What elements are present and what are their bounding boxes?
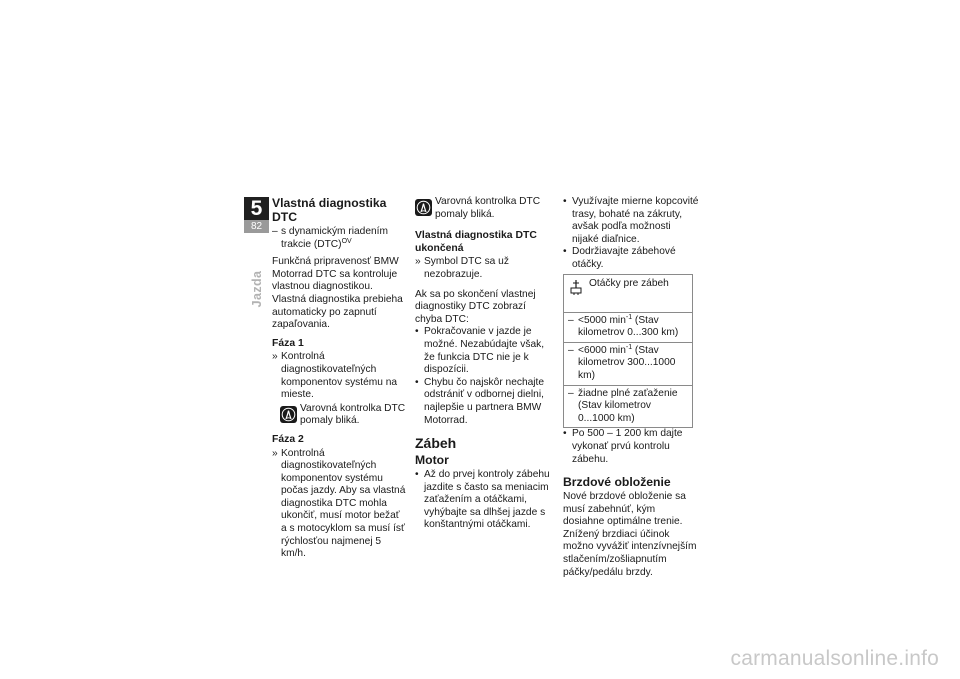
dash-mark: – bbox=[568, 314, 574, 326]
break-in-rpm-table bbox=[563, 274, 693, 429]
rpm-bullet-text: Dodržiavajte zábehové otáčky. bbox=[572, 246, 676, 270]
rpm-limit-text: <5000 min bbox=[578, 314, 626, 326]
chapter-number: 5 bbox=[244, 197, 269, 220]
dtc-fault-intro: Ak sa po skončení vlastnej diagnostiky DTC zobrazí chyba DTC: bbox=[415, 288, 536, 325]
rpm-limit-text: <6000 min bbox=[578, 344, 626, 356]
column-3 bbox=[563, 196, 699, 579]
bullet-mark: • bbox=[415, 376, 419, 388]
diagnostics-completed-step bbox=[415, 256, 551, 281]
dash-mark: – bbox=[272, 226, 278, 237]
bullet-mark: • bbox=[415, 469, 419, 481]
engine-bullet bbox=[415, 469, 551, 532]
chapter-label: Jazda bbox=[250, 270, 264, 308]
chapter-tab bbox=[244, 197, 269, 237]
break-in-rpm-header bbox=[564, 275, 692, 313]
dtc-fault-bullet-text: Chybu čo najskôr nechajte odstrániť v odbornej dielni, najlepšie u partnera BMW Motorrad. bbox=[424, 376, 545, 426]
mileage-range-text: (Stav kilometrov 0...300 km) bbox=[578, 314, 679, 339]
diagnostics-completed-title: Vlastná diagnostika DTC ukončená bbox=[415, 230, 537, 254]
dtc-fault-bullet bbox=[415, 326, 551, 376]
dtc-warning-light-icon bbox=[415, 199, 432, 216]
step-mark: » bbox=[272, 351, 278, 363]
section-title-dtc-diagnostics: Vlastná diagnostika DTC bbox=[272, 196, 387, 224]
bullet-mark: • bbox=[563, 196, 567, 207]
dash-mark: – bbox=[568, 387, 574, 399]
break-in-rpm-row bbox=[564, 343, 692, 386]
engine-bullet-text: Až do prvej kontroly zábehu jazdite s často sa meniacim zaťažením a otáčkami, vyhýbajte sa dlhšej jazde s konštantnými otáčkami. bbox=[424, 469, 550, 531]
dash-mark: – bbox=[568, 344, 574, 356]
step-mark: » bbox=[272, 447, 278, 459]
column-2 bbox=[415, 196, 551, 532]
section-title-break-in: Zábeh bbox=[415, 435, 457, 452]
phase-1-step-text: Kontrolná diagnostikovateľných komponentov systému na mieste. bbox=[281, 351, 398, 401]
dtc-fault-bullet-text: Pokračovanie v jazde je možné. Nezabúdajte však, že funkcia DTC nie je k dispozícii. bbox=[424, 326, 545, 376]
phase-2-title: Fáza 2 bbox=[272, 433, 304, 445]
engine-title: Motor bbox=[415, 453, 449, 468]
brake-pads-text: Nové brzdové obloženie sa musí zabehnúť, kým dosiahne optimálne trenie. Znížený brzdiaci účinok možno vyvážiť intenzívnejším stlačením/zošliapnutím páčky/pedálu brzdy. bbox=[563, 491, 697, 578]
dtc-scope-item bbox=[272, 226, 408, 251]
rpm-bullet bbox=[563, 246, 699, 271]
load-limit-text: žiadne plné zaťaženie (Stav kilometrov 0...1000 km) bbox=[578, 387, 678, 424]
mileage-range-text: (Stav kilometrov 300...1000 km) bbox=[578, 344, 676, 381]
phase-2-step-text: Kontrolná diagnostikovateľných komponentov systému počas jazdy. Aby sa vlastná diagnostika DTC mohla ukončiť, musí motor bežať a s motocyklom sa musí ísť rýchlosťou najmenej 5 km/h. bbox=[281, 447, 406, 560]
ov-superscript: OV bbox=[341, 237, 352, 245]
phase-2-warning bbox=[415, 196, 551, 221]
phase-1-warning-text: Varovná kontrolka DTC pomaly bliká. bbox=[300, 402, 406, 427]
break-in-rpm-title: Otáčky pre zábeh bbox=[589, 277, 669, 289]
phase-2-step bbox=[272, 448, 408, 561]
phase-1-warning bbox=[280, 403, 408, 428]
bullet-mark: • bbox=[563, 428, 567, 440]
phase-1-step bbox=[272, 351, 408, 401]
step-mark: » bbox=[415, 256, 421, 268]
dtc-warning-light-icon bbox=[280, 406, 297, 423]
brake-pads-title: Brzdové obloženie bbox=[563, 475, 671, 490]
break-in-rpm-row bbox=[564, 386, 692, 428]
phase-1-title: Fáza 1 bbox=[272, 337, 304, 349]
intro-paragraph: Funkčná pripravenosť BMW Motorrad DTC sa kontroluje vlastnou diagnostikou. Vlastná diagnostika prebieha automaticky po zapnutí zapaľovania. bbox=[272, 256, 403, 331]
column-1 bbox=[272, 196, 408, 561]
dtc-fault-bullet bbox=[415, 377, 551, 427]
route-bullet bbox=[563, 196, 699, 246]
phase-2-warning-text: Varovná kontrolka DTC pomaly bliká. bbox=[435, 196, 541, 220]
rpm-unit-exponent: -1 bbox=[625, 313, 633, 321]
route-bullet-text: Využívajte mierne kopcovité trasy, bohaté na zákruty, avšak podľa možnosti nijaké diaľnice. bbox=[572, 196, 699, 245]
rpm-unit-exponent: -1 bbox=[625, 343, 633, 351]
dtc-scope-text: s dynamickým riadením trakcie (DTC) bbox=[281, 226, 388, 250]
page-number: 82 bbox=[244, 220, 269, 233]
first-inspection-text: Po 500 – 1 200 km dajte vykonať prvú kontrolu zábehu. bbox=[572, 428, 683, 465]
diagnostics-completed-text: Symbol DTC sa už nezobrazuje. bbox=[424, 256, 509, 280]
first-inspection-bullet bbox=[563, 428, 699, 466]
break-in-rpm-row bbox=[564, 313, 692, 343]
bullet-mark: • bbox=[415, 326, 419, 338]
tachometer-icon bbox=[569, 279, 583, 295]
bullet-mark: • bbox=[563, 246, 567, 258]
watermark: carmanualsonline.info bbox=[730, 647, 939, 670]
